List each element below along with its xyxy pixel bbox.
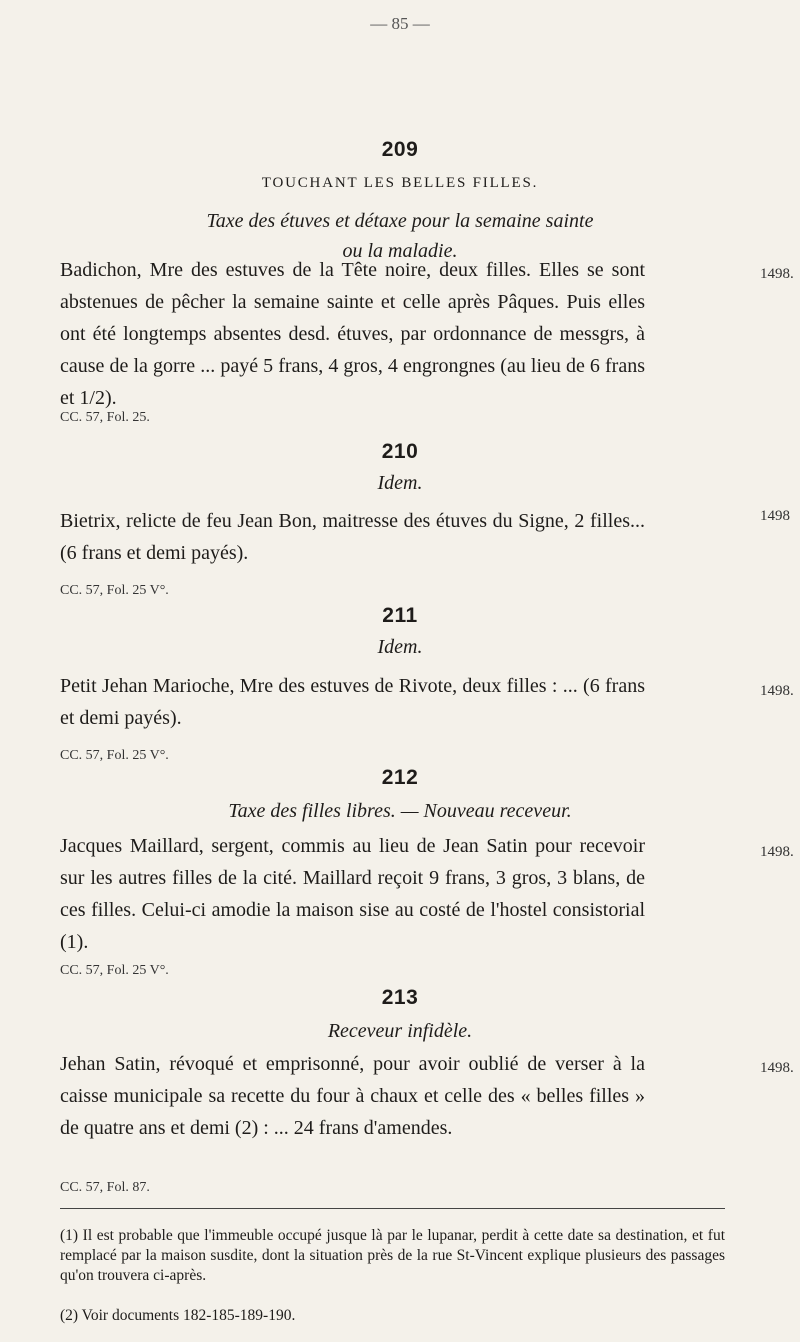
footnote-divider — [60, 1208, 725, 1209]
archive-reference: CC. 57, Fol. 25. — [60, 410, 150, 425]
entry-211 — [0, 604, 800, 662]
entry-text: Bietrix, relicte de feu Jean Bon, maitresse des étuves du Signe, 2 filles... (6 frans et demi payés). — [60, 510, 645, 564]
margin-year: 1498 — [760, 508, 790, 524]
archive-reference: CC. 57, Fol. 25 V°. — [60, 583, 169, 598]
entry-number: 212 — [381, 766, 419, 789]
entry-number: 209 — [381, 138, 419, 161]
entry-text: Petit Jehan Marioche, Mre des estuves de Rivote, deux filles : ... (6 frans et demi payés). — [60, 675, 645, 729]
footnote-1: (1) Il est probable que l'immeuble occupé jusque là par le lupanar, perdit à cette date sa destination, et fut remplacé par la maison susdite, dont la situation près de la rue St-Vincent explique plusieurs des passages qu'on trouvera ci-après. — [60, 1227, 725, 1284]
archive-reference: CC. 57, Fol. 25 V°. — [60, 963, 169, 978]
footnote-2: (2) Voir documents 182-185-189-190. — [60, 1307, 296, 1324]
margin-year: 1498. — [760, 266, 794, 282]
margin-year: 1498. — [760, 844, 794, 860]
archive-reference: CC. 57, Fol. 87. — [60, 1180, 150, 1195]
entry-text: Jehan Satin, révoqué et emprisonné, pour avoir oublié de verser à la caisse municipale sa recette du four à chaux et celle des « belles filles » de quatre ans et demi (2) : ... 24 frans d'amendes. — [60, 1053, 645, 1139]
entry-213 — [0, 986, 800, 1046]
entry-number: 210 — [381, 440, 419, 463]
entry-title: Taxe des étuves et détaxe pour la semaine sainte — [206, 210, 594, 232]
page-number: — 85 — — [370, 14, 430, 33]
margin-year: 1498. — [760, 1060, 794, 1076]
entry-title: Idem. — [377, 636, 423, 658]
archive-reference: CC. 57, Fol. 25 V°. — [60, 748, 169, 763]
entry-text: Jacques Maillard, sergent, commis au lieu de Jean Satin pour recevoir sur les autres filles de la cité. Maillard reçoit 9 frans, 3 gros, 3 blans, de ces filles. Celui-ci amodie la maison sise au costé de l'hostel consistorial (1). — [60, 835, 645, 953]
entry-title: Taxe des filles libres. — Nouveau receveur. — [228, 800, 572, 822]
entry-number: 213 — [381, 986, 419, 1009]
entry-title-line2: ou la maladie. — [342, 240, 458, 262]
section-heading: TOUCHANT LES BELLES FILLES. — [261, 175, 539, 191]
entry-text: Badichon, Mre des estuves de la Tête noire, deux filles. Elles se sont abstenues de pêcher la semaine sainte et celle après Pâques. Puis elles ont été longtemps absentes desd. étuves, par ordonnance de messgrs, à cause de la gorre ... payé 5 frans, 4 gros, 4 engrongnes (au lieu de 6 frans et 1/2). — [60, 259, 645, 409]
entry-212 — [0, 766, 800, 826]
entry-title: Idem. — [377, 472, 423, 494]
entry-title: Receveur infidèle. — [327, 1020, 473, 1042]
margin-year: 1498. — [760, 683, 794, 699]
entry-209 — [0, 138, 800, 266]
entry-number: 211 — [382, 604, 418, 627]
entry-210 — [0, 440, 800, 498]
